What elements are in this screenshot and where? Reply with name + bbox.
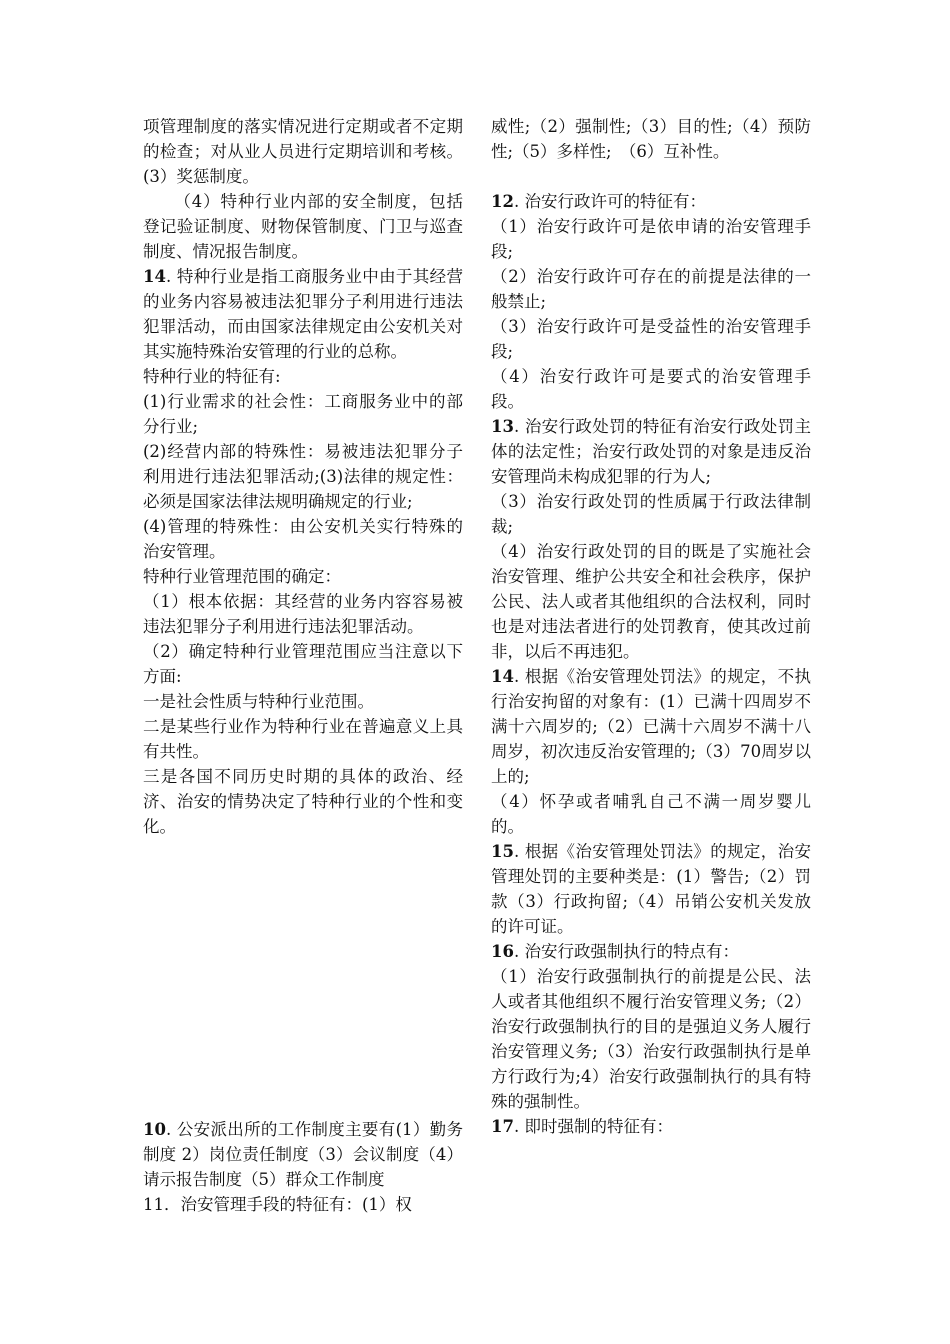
paragraph: （1）根本依据：其经营的业务内容容易被违法犯罪分子利用进行违法犯罪活动。: [143, 592, 463, 636]
question-number: 10: [143, 1120, 166, 1139]
question-number: 13: [491, 417, 514, 436]
question-13: [491, 414, 811, 489]
question-text: . 公安派出所的工作制度主要有(1）勤务制度 2）岗位责任制度（3）会议制度（4）请示报告制度（5）群众工作制度: [143, 1120, 463, 1189]
question-text: . 根据《治安管理处罚法》的规定，不执行治安拘留的对象有：(1）已满十四周岁不满十六周岁的;（2）已满十六周岁不满十八周岁，初次违反治安管理的;（3）70周岁以上的;: [491, 667, 811, 786]
question-14-right: [491, 664, 811, 789]
paragraph: （4）特种行业内部的安全制度，包括登记验证制度、财物保管制度、门卫与巡查制度、情况报告制度。: [143, 192, 463, 261]
paragraph: (1)行业需求的社会性：工商服务业中的部分行业;: [143, 392, 463, 436]
right-column: [491, 114, 811, 1139]
question-text: . 治安行政许可的特征有：: [513, 192, 706, 211]
question-text: . 即时强制的特征有：: [513, 1117, 673, 1136]
question-11: 11．治安管理手段的特征有：(1）权: [143, 1195, 412, 1214]
left-column-bottom: [143, 1117, 463, 1217]
question-12: [491, 189, 811, 214]
paragraph: 三是各国不同历史时期的具体的政治、经济、治安的情势决定了特种行业的个性和变化。: [143, 767, 463, 836]
question-number: 14: [491, 667, 514, 686]
paragraph: （2）治安行政许可存在的前提是法律的一般禁止;: [491, 267, 811, 311]
paragraph: 特种行业的特征有:: [143, 367, 281, 386]
paragraph: （3）治安行政许可是受益性的治安管理手段;: [491, 317, 811, 361]
paragraph: (4)管理的特殊性：由公安机关实行特殊的治安管理。: [143, 517, 463, 561]
left-column: [143, 114, 463, 839]
question-16: [491, 939, 811, 964]
question-text: . 治安行政强制执行的特点有：: [513, 942, 739, 961]
paragraph: 一是社会性质与特种行业范围。: [143, 692, 374, 711]
question-text: . 特种行业是指工商服务业中由于其经营的业务内容易被违法犯罪分子利用进行违法犯罪活动，而由国家法律规定由公安机关对其实施特殊治安管理的行业的总称。: [143, 267, 463, 361]
paragraph: （4）治安行政许可是要式的治安管理手段。: [491, 367, 811, 411]
paragraph: （2）确定特种行业管理范围应当注意以下方面:: [143, 642, 463, 686]
question-10: [143, 1117, 463, 1192]
question-14-left: [143, 264, 463, 364]
paragraph: 特种行业管理范围的确定：: [143, 567, 341, 586]
paragraph: （3）治安行政处罚的性质属于行政法律制裁;: [491, 492, 811, 536]
paragraph: （4）治安行政处罚的目的既是了实施社会治安管理、维护公共安全和社会秩序，保护公民、法人或者其他组织的合法权利，同时也是对违法者进行的处罚教育，使其改过前非，以后不再违犯。: [491, 542, 811, 661]
question-number: 16: [491, 942, 514, 961]
paragraph: （1）治安行政许可是依申请的治安管理手段;: [491, 217, 811, 261]
paragraph: （1）治安行政强制执行的前提是公民、法人或者其他组织不履行治安管理义务;（2）治安行政强制执行的目的是强迫义务人履行治安管理义务;（3）治安行政强制执行是单方行政行为;4）治安行政强制执行的具有特殊的强制性。: [491, 967, 811, 1111]
paragraph: 威性;（2）强制性;（3）目的性;（4）预防性;（5）多样性; （6）互补性。: [491, 117, 811, 161]
paragraph: 二是某些行业作为特种行业在普遍意义上具有共性。: [143, 717, 463, 761]
paragraph: (2)经营内部的特殊性：易被违法犯罪分子利用进行违法犯罪活动;(3)法律的规定性：必须是国家法律法规明确规定的行业;: [143, 442, 463, 511]
paragraph: 项管理制度的落实情况进行定期或者不定期的检查；对从业人员进行定期培训和考核。(3）奖惩制度。: [143, 117, 463, 186]
question-number: 12: [491, 192, 514, 211]
question-17: [491, 1114, 811, 1139]
question-text: . 治安行政处罚的特征有治安行政处罚主体的法定性；治安行政处罚的对象是违反治安管理尚未构成犯罪的行为人;: [491, 417, 811, 486]
question-number: 15: [491, 842, 514, 861]
question-15: [491, 839, 811, 939]
paragraph: （4）怀孕或者哺乳自己不满一周岁婴儿的。: [491, 792, 811, 836]
question-number: 17: [491, 1117, 514, 1136]
question-text: . 根据《治安管理处罚法》的规定，治安管理处罚的主要种类是：(1）警告;（2）罚款（3）行政拘留;（4）吊销公安机关发放的许可证。: [491, 842, 811, 936]
question-number: 14: [143, 267, 166, 286]
